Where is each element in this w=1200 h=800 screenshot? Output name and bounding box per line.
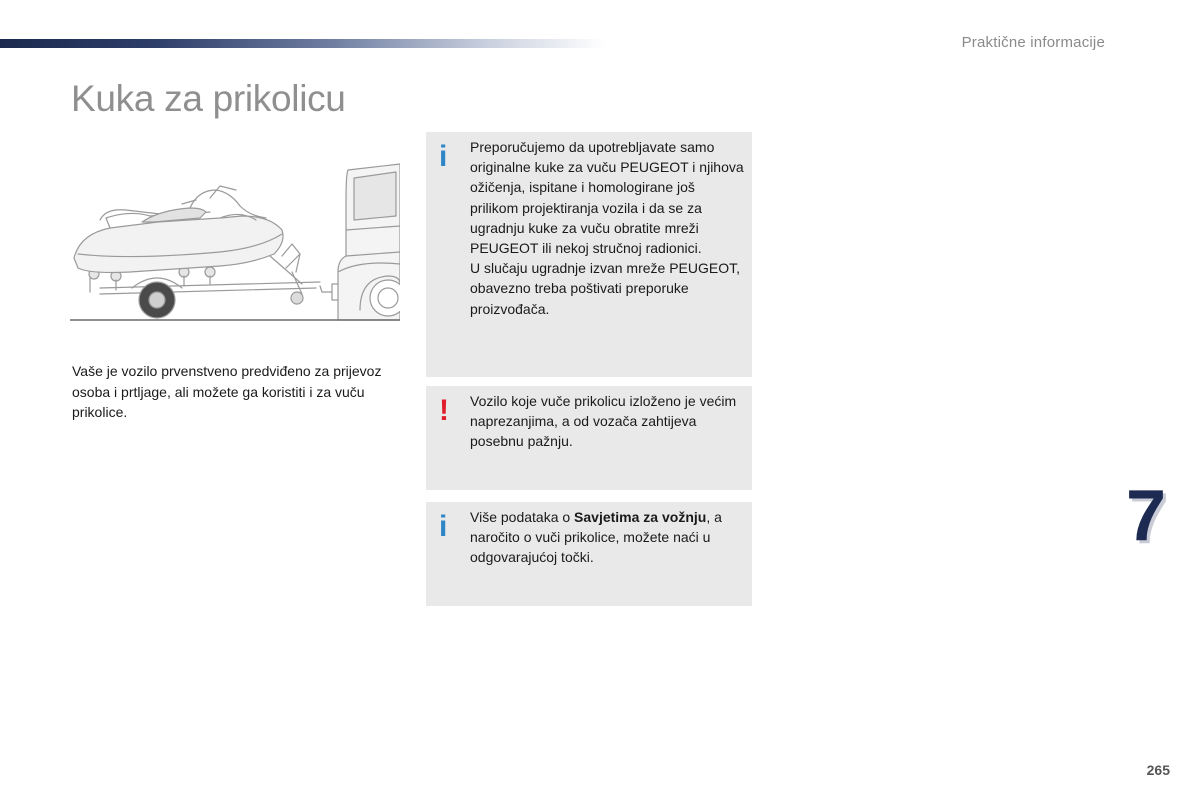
info-icon: i bbox=[439, 510, 448, 543]
header-gradient-bar bbox=[0, 39, 605, 48]
note-paragraph bbox=[470, 507, 745, 568]
intro-paragraph: Vaše je vozilo prvenstveno predviđeno za prijevoz osoba i prtljage, ali možete ga koristiti i za vuču prikolice. bbox=[72, 363, 382, 420]
driving-advice-reference: Savjetima za vožnju bbox=[574, 509, 707, 525]
page-title: Kuka za prikolicu bbox=[71, 78, 346, 119]
info-icon: i bbox=[439, 140, 448, 173]
section-name: Praktične informacije bbox=[961, 34, 1105, 51]
info-note-driving-advice bbox=[426, 502, 752, 606]
note-text-after: , a naročito o vuči prikolice, možete naći u odgovarajućoj točki. bbox=[470, 509, 722, 566]
note-text-before: Više podataka o bbox=[470, 509, 575, 525]
warning-note-stress bbox=[426, 386, 752, 490]
note-text bbox=[470, 137, 745, 319]
info-note-original-parts bbox=[426, 132, 752, 377]
note-text bbox=[470, 391, 745, 452]
chapter-number: 7 bbox=[1125, 476, 1166, 556]
note-text bbox=[470, 507, 745, 568]
page-number: 265 bbox=[1146, 762, 1170, 778]
warning-icon: ! bbox=[439, 394, 449, 427]
trailer-illustration bbox=[70, 160, 400, 325]
note-paragraph: U slučaju ugradnje izvan mreže PEUGEOT, obavezno treba poštivati preporuke proizvođača. bbox=[470, 260, 740, 317]
note-paragraph: Preporučujemo da upotrebljavate samo originalne kuke za vuču PEUGEOT i njihova ožičenja, ispitane i homologirane još prilikom projektiranja vozila i da se za ugradnju kuke za vuču obratite mreži PEUGEOT ili nekoj stručnoj radionici. bbox=[470, 139, 744, 257]
note-paragraph: Vozilo koje vuče prikolicu izloženo je većim naprezanjima, a od vozača zahtijeva posebnu pažnju. bbox=[470, 393, 737, 450]
